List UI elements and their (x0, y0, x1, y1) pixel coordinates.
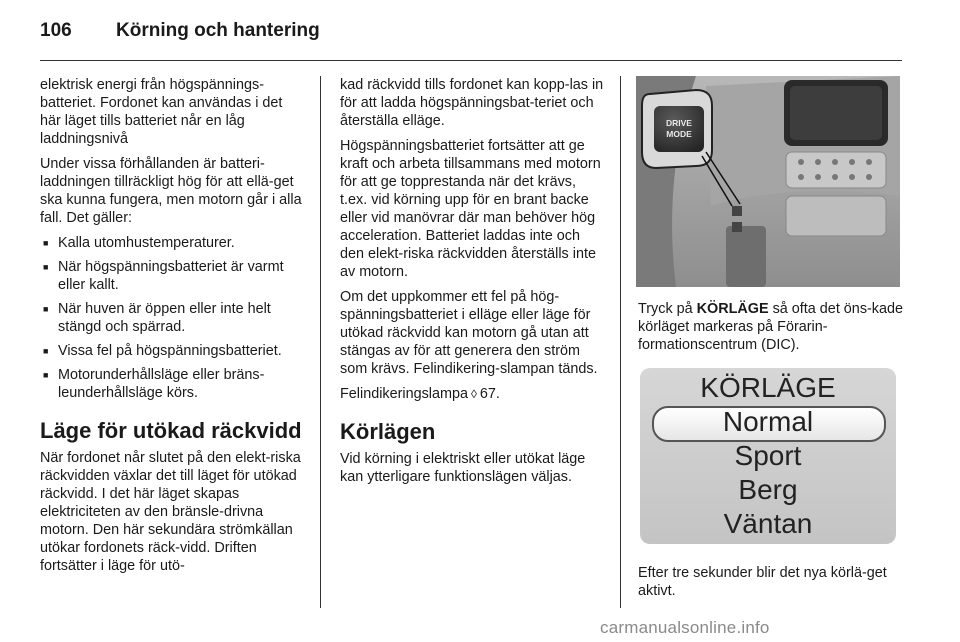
column-2 (340, 76, 606, 493)
cross-reference (340, 385, 606, 403)
paragraph: Efter tre sekunder blir det nya körlä-get aktivt. (638, 565, 887, 599)
xref-arrow-icon: ◊ (470, 387, 477, 401)
paragraph: kad räckvidd tills fordonet kan kopp-las in för att ladda högspänningsbat-teriet och återställa elläge. (340, 77, 604, 129)
list-item: ■ Vissa fel på högspänningsbatteriet. (40, 342, 306, 360)
section-heading: Körlägen (340, 419, 436, 444)
list-item: ■ När högspänningsbatteriet är varmt eller kallt. (40, 258, 306, 294)
page-header (40, 20, 320, 42)
xref-text: Felindikeringslampa (340, 386, 468, 402)
dic-option-berg: Berg (738, 474, 798, 505)
list-item: ■ När huven är öppen eller inte helt stängd och spärrad. (40, 300, 306, 336)
dashboard-illustration (636, 76, 900, 287)
page-number: 106 (40, 20, 72, 41)
column-divider-1 (320, 76, 321, 608)
dic-display (640, 368, 896, 544)
section-heading: Läge för utökad räckvidd (40, 418, 302, 443)
dic-option-sport: Sport (734, 440, 802, 471)
dic-option-normal: Normal (722, 406, 814, 437)
drive-mode-label-2: MODE (666, 129, 692, 139)
paragraph: Högspänningsbatteriet fortsätter att ge kraft och arbeta tillsammans med motorn för att ge topprestanda när det krävs, t.ex. vid körning upp för en brant backe eller vid manövrar där man behöver hög acceleration. Batteriet laddas inte och den elekt-riska räckvidden återställs inte av motorn. (340, 138, 601, 280)
paragraph: Under vissa förhållanden är batteri-laddningen tillräckligt hög för att ellä-get ska kunna fungera, men motorn går i alla fall. Det gäller: (40, 156, 302, 226)
header-rule (40, 60, 902, 61)
drive-mode-label-1: DRIVE (666, 118, 692, 128)
kbd-korlage: KÖRLÄGE (696, 301, 769, 317)
watermark: carmanualsonline.info (600, 618, 770, 637)
paragraph: Om det uppkommer ett fel på hög-spänningsbatteriet i elläge eller läge för utökad räckvidd kan motorn gå utan att stängas av för att generera den ström som krävs. Felindikering-slampan tänds. (340, 289, 598, 377)
list-item: ■ Motorunderhållsläge eller bräns-leunderhållsläge körs. (40, 366, 306, 402)
paragraph: Vid körning i elektriskt eller utökat läge kan ytterligare funktionslägen väljas. (340, 451, 586, 485)
paragraph: När fordonet når slutet på den elekt-riska räckvidden växlar det till läget för utökad räckvidd. I det här läget skapas elektriciteten av den bränsle-drivna motorn. Den här sekundära strömkällan utökar fordonets räck-vidd. Driften fortsätter i läge för utö- (40, 450, 301, 574)
bullet-list (40, 234, 306, 402)
column-divider-2 (620, 76, 621, 608)
page-title: Körning och hantering (116, 20, 320, 41)
paragraph: elektrisk energi från högspännings-batteriet. Fordonet kan användas i det här läget tills batteriet når en låg laddningsnivå (40, 77, 283, 147)
photo-caption: Tryck på KÖRLÄGE så ofta det öns-kade körläget markeras på Förarin-formationscentrum (DIC). (638, 301, 904, 353)
dic-option-vantan: Väntan (723, 508, 813, 539)
column-1 (40, 76, 306, 582)
dashboard-photo (636, 76, 900, 287)
list-item: ■ Kalla utomhustemperaturer. (40, 234, 306, 252)
dic-title: KÖRLÄGE (700, 372, 836, 403)
xref-page: 67. (479, 386, 500, 402)
